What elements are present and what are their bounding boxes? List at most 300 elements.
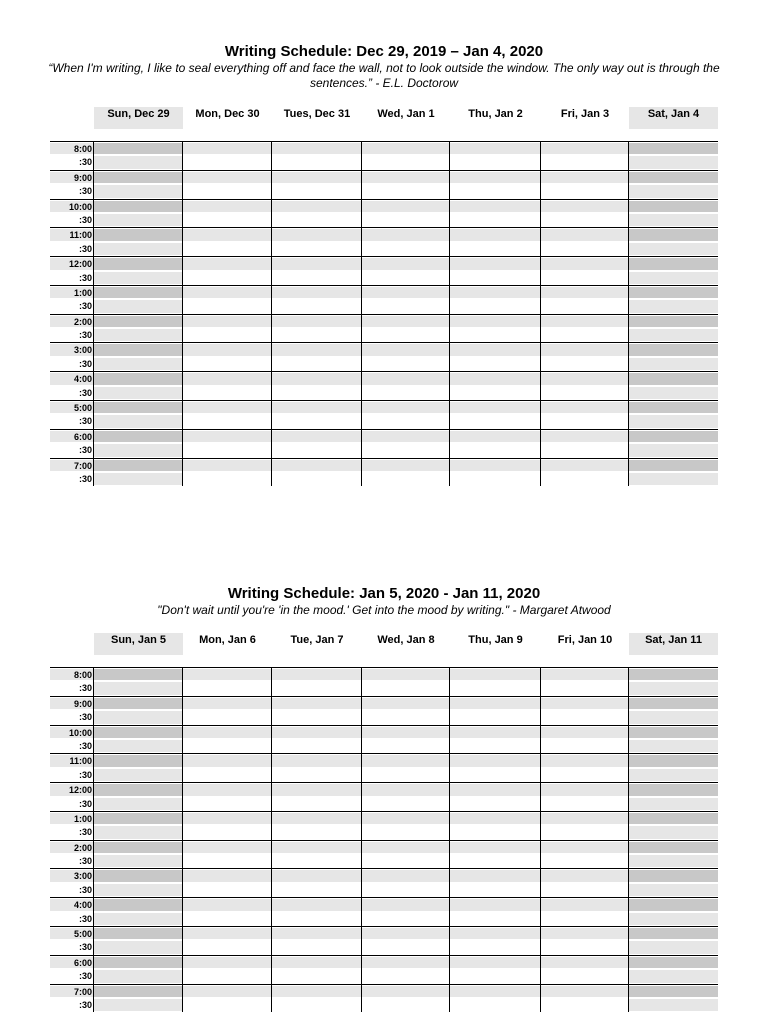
schedule-cell[interactable] <box>362 826 450 838</box>
schedule-cell[interactable] <box>450 798 541 810</box>
schedule-cell[interactable] <box>362 740 450 752</box>
schedule-cell[interactable] <box>450 698 541 709</box>
schedule-cell[interactable] <box>272 243 362 255</box>
schedule-cell[interactable] <box>450 784 541 795</box>
schedule-cell[interactable] <box>541 373 629 384</box>
schedule-cell[interactable] <box>183 300 272 312</box>
schedule-cell[interactable] <box>450 344 541 355</box>
schedule-cell[interactable] <box>272 214 362 226</box>
schedule-cell[interactable] <box>183 711 272 723</box>
schedule-cell[interactable] <box>272 899 362 910</box>
schedule-cell[interactable] <box>362 329 450 341</box>
schedule-cell[interactable] <box>629 970 718 982</box>
schedule-cell[interactable] <box>541 740 629 752</box>
schedule-cell[interactable] <box>183 201 272 212</box>
schedule-cell[interactable] <box>450 358 541 370</box>
schedule-cell[interactable] <box>450 229 541 240</box>
schedule-cell[interactable] <box>272 813 362 824</box>
schedule-cell[interactable] <box>541 669 629 680</box>
schedule-cell[interactable] <box>541 986 629 997</box>
schedule-cell[interactable] <box>362 784 450 795</box>
schedule-cell[interactable] <box>272 344 362 355</box>
schedule-cell[interactable] <box>272 999 362 1011</box>
schedule-cell[interactable] <box>450 387 541 399</box>
schedule-cell[interactable] <box>272 444 362 456</box>
schedule-cell[interactable] <box>272 172 362 183</box>
schedule-cell[interactable] <box>183 682 272 694</box>
schedule-cell[interactable] <box>541 842 629 853</box>
schedule-cell[interactable] <box>450 669 541 680</box>
schedule-cell[interactable] <box>450 884 541 896</box>
schedule-cell[interactable] <box>629 172 718 183</box>
schedule-cell[interactable] <box>541 344 629 355</box>
schedule-cell[interactable] <box>272 329 362 341</box>
schedule-cell[interactable] <box>272 855 362 867</box>
schedule-cell[interactable] <box>183 156 272 168</box>
schedule-cell[interactable] <box>362 698 450 709</box>
schedule-cell[interactable] <box>362 957 450 968</box>
schedule-cell[interactable] <box>94 711 183 723</box>
schedule-cell[interactable] <box>362 727 450 738</box>
schedule-cell[interactable] <box>629 682 718 694</box>
schedule-cell[interactable] <box>450 156 541 168</box>
schedule-cell[interactable] <box>94 826 183 838</box>
schedule-cell[interactable] <box>183 358 272 370</box>
schedule-cell[interactable] <box>272 387 362 399</box>
schedule-cell[interactable] <box>362 201 450 212</box>
schedule-cell[interactable] <box>450 272 541 284</box>
schedule-cell[interactable] <box>362 899 450 910</box>
schedule-cell[interactable] <box>629 740 718 752</box>
schedule-cell[interactable] <box>629 784 718 795</box>
schedule-cell[interactable] <box>541 172 629 183</box>
schedule-cell[interactable] <box>272 156 362 168</box>
schedule-cell[interactable] <box>183 798 272 810</box>
schedule-cell[interactable] <box>94 727 183 738</box>
schedule-cell[interactable] <box>94 813 183 824</box>
schedule-cell[interactable] <box>541 329 629 341</box>
schedule-cell[interactable] <box>450 258 541 269</box>
schedule-cell[interactable] <box>629 884 718 896</box>
schedule-cell[interactable] <box>450 373 541 384</box>
schedule-cell[interactable] <box>629 957 718 968</box>
schedule-cell[interactable] <box>541 143 629 154</box>
schedule-cell[interactable] <box>450 682 541 694</box>
schedule-cell[interactable] <box>94 185 183 197</box>
schedule-cell[interactable] <box>183 999 272 1011</box>
schedule-cell[interactable] <box>541 970 629 982</box>
schedule-cell[interactable] <box>183 970 272 982</box>
schedule-cell[interactable] <box>629 201 718 212</box>
schedule-cell[interactable] <box>450 913 541 925</box>
schedule-cell[interactable] <box>272 784 362 795</box>
schedule-cell[interactable] <box>629 999 718 1011</box>
schedule-cell[interactable] <box>450 329 541 341</box>
schedule-cell[interactable] <box>450 899 541 910</box>
schedule-cell[interactable] <box>94 300 183 312</box>
schedule-cell[interactable] <box>629 928 718 939</box>
schedule-cell[interactable] <box>183 727 272 738</box>
schedule-cell[interactable] <box>450 842 541 853</box>
schedule-cell[interactable] <box>629 711 718 723</box>
schedule-cell[interactable] <box>183 740 272 752</box>
schedule-cell[interactable] <box>272 669 362 680</box>
schedule-cell[interactable] <box>183 669 272 680</box>
schedule-cell[interactable] <box>450 460 541 471</box>
schedule-cell[interactable] <box>94 913 183 925</box>
schedule-cell[interactable] <box>183 229 272 240</box>
schedule-cell[interactable] <box>272 272 362 284</box>
schedule-cell[interactable] <box>183 329 272 341</box>
schedule-cell[interactable] <box>362 999 450 1011</box>
schedule-cell[interactable] <box>629 156 718 168</box>
schedule-cell[interactable] <box>450 755 541 766</box>
schedule-cell[interactable] <box>94 928 183 939</box>
schedule-cell[interactable] <box>183 172 272 183</box>
schedule-cell[interactable] <box>94 243 183 255</box>
schedule-cell[interactable] <box>629 698 718 709</box>
schedule-cell[interactable] <box>183 842 272 853</box>
schedule-cell[interactable] <box>94 201 183 212</box>
schedule-cell[interactable] <box>450 855 541 867</box>
schedule-cell[interactable] <box>183 769 272 781</box>
schedule-cell[interactable] <box>183 870 272 881</box>
schedule-cell[interactable] <box>272 928 362 939</box>
schedule-cell[interactable] <box>94 431 183 442</box>
schedule-cell[interactable] <box>94 373 183 384</box>
schedule-cell[interactable] <box>272 884 362 896</box>
schedule-cell[interactable] <box>541 755 629 766</box>
schedule-cell[interactable] <box>272 229 362 240</box>
schedule-cell[interactable] <box>541 727 629 738</box>
schedule-cell[interactable] <box>450 243 541 255</box>
schedule-cell[interactable] <box>272 316 362 327</box>
schedule-cell[interactable] <box>362 711 450 723</box>
schedule-cell[interactable] <box>272 431 362 442</box>
schedule-cell[interactable] <box>272 473 362 485</box>
schedule-cell[interactable] <box>183 473 272 485</box>
schedule-cell[interactable] <box>183 431 272 442</box>
schedule-cell[interactable] <box>362 928 450 939</box>
schedule-cell[interactable] <box>94 272 183 284</box>
schedule-cell[interactable] <box>272 358 362 370</box>
schedule-cell[interactable] <box>94 156 183 168</box>
schedule-cell[interactable] <box>541 415 629 427</box>
schedule-cell[interactable] <box>629 358 718 370</box>
schedule-cell[interactable] <box>629 460 718 471</box>
schedule-cell[interactable] <box>629 272 718 284</box>
schedule-cell[interactable] <box>94 899 183 910</box>
schedule-cell[interactable] <box>94 842 183 853</box>
schedule-cell[interactable] <box>362 172 450 183</box>
schedule-cell[interactable] <box>272 258 362 269</box>
schedule-cell[interactable] <box>541 258 629 269</box>
schedule-cell[interactable] <box>541 784 629 795</box>
schedule-cell[interactable] <box>272 826 362 838</box>
schedule-cell[interactable] <box>541 870 629 881</box>
schedule-cell[interactable] <box>629 941 718 953</box>
schedule-cell[interactable] <box>541 156 629 168</box>
schedule-cell[interactable] <box>183 986 272 997</box>
schedule-cell[interactable] <box>629 300 718 312</box>
schedule-cell[interactable] <box>362 431 450 442</box>
schedule-cell[interactable] <box>450 941 541 953</box>
schedule-cell[interactable] <box>629 769 718 781</box>
schedule-cell[interactable] <box>362 986 450 997</box>
schedule-cell[interactable] <box>362 373 450 384</box>
schedule-cell[interactable] <box>541 402 629 413</box>
schedule-cell[interactable] <box>362 769 450 781</box>
schedule-cell[interactable] <box>183 444 272 456</box>
schedule-cell[interactable] <box>362 460 450 471</box>
schedule-cell[interactable] <box>450 740 541 752</box>
schedule-cell[interactable] <box>629 855 718 867</box>
schedule-cell[interactable] <box>362 185 450 197</box>
schedule-cell[interactable] <box>183 899 272 910</box>
schedule-cell[interactable] <box>362 913 450 925</box>
schedule-cell[interactable] <box>629 798 718 810</box>
schedule-cell[interactable] <box>183 698 272 709</box>
schedule-cell[interactable] <box>183 826 272 838</box>
schedule-cell[interactable] <box>629 669 718 680</box>
schedule-cell[interactable] <box>362 755 450 766</box>
schedule-cell[interactable] <box>629 813 718 824</box>
schedule-cell[interactable] <box>541 941 629 953</box>
schedule-cell[interactable] <box>450 473 541 485</box>
schedule-cell[interactable] <box>94 999 183 1011</box>
schedule-cell[interactable] <box>94 682 183 694</box>
schedule-cell[interactable] <box>362 258 450 269</box>
schedule-cell[interactable] <box>541 214 629 226</box>
schedule-cell[interactable] <box>272 970 362 982</box>
schedule-cell[interactable] <box>541 444 629 456</box>
schedule-cell[interactable] <box>94 957 183 968</box>
schedule-cell[interactable] <box>450 870 541 881</box>
schedule-cell[interactable] <box>541 243 629 255</box>
schedule-cell[interactable] <box>629 899 718 910</box>
schedule-cell[interactable] <box>183 243 272 255</box>
schedule-cell[interactable] <box>541 957 629 968</box>
schedule-cell[interactable] <box>183 272 272 284</box>
schedule-cell[interactable] <box>94 473 183 485</box>
schedule-cell[interactable] <box>183 143 272 154</box>
schedule-cell[interactable] <box>94 986 183 997</box>
schedule-cell[interactable] <box>362 243 450 255</box>
schedule-cell[interactable] <box>362 842 450 853</box>
schedule-cell[interactable] <box>629 373 718 384</box>
schedule-cell[interactable] <box>450 928 541 939</box>
schedule-cell[interactable] <box>183 913 272 925</box>
schedule-cell[interactable] <box>541 473 629 485</box>
schedule-cell[interactable] <box>272 711 362 723</box>
schedule-cell[interactable] <box>272 798 362 810</box>
schedule-cell[interactable] <box>94 329 183 341</box>
schedule-cell[interactable] <box>94 755 183 766</box>
schedule-cell[interactable] <box>629 870 718 881</box>
schedule-cell[interactable] <box>362 316 450 327</box>
schedule-cell[interactable] <box>450 415 541 427</box>
schedule-cell[interactable] <box>450 431 541 442</box>
schedule-cell[interactable] <box>450 727 541 738</box>
schedule-cell[interactable] <box>183 402 272 413</box>
schedule-cell[interactable] <box>183 813 272 824</box>
schedule-cell[interactable] <box>629 316 718 327</box>
schedule-cell[interactable] <box>183 258 272 269</box>
schedule-cell[interactable] <box>629 329 718 341</box>
schedule-cell[interactable] <box>629 727 718 738</box>
schedule-cell[interactable] <box>629 258 718 269</box>
schedule-cell[interactable] <box>450 172 541 183</box>
schedule-cell[interactable] <box>362 682 450 694</box>
schedule-cell[interactable] <box>272 287 362 298</box>
schedule-cell[interactable] <box>450 970 541 982</box>
schedule-cell[interactable] <box>541 855 629 867</box>
schedule-cell[interactable] <box>272 913 362 925</box>
schedule-cell[interactable] <box>629 214 718 226</box>
schedule-cell[interactable] <box>541 826 629 838</box>
schedule-cell[interactable] <box>94 229 183 240</box>
schedule-cell[interactable] <box>94 214 183 226</box>
schedule-cell[interactable] <box>541 316 629 327</box>
schedule-cell[interactable] <box>362 870 450 881</box>
schedule-cell[interactable] <box>629 473 718 485</box>
schedule-cell[interactable] <box>541 769 629 781</box>
schedule-cell[interactable] <box>362 669 450 680</box>
schedule-cell[interactable] <box>94 669 183 680</box>
schedule-cell[interactable] <box>272 415 362 427</box>
schedule-cell[interactable] <box>450 957 541 968</box>
schedule-cell[interactable] <box>362 855 450 867</box>
schedule-cell[interactable] <box>183 957 272 968</box>
schedule-cell[interactable] <box>629 229 718 240</box>
schedule-cell[interactable] <box>629 344 718 355</box>
schedule-cell[interactable] <box>450 287 541 298</box>
schedule-cell[interactable] <box>362 813 450 824</box>
schedule-cell[interactable] <box>183 884 272 896</box>
schedule-cell[interactable] <box>272 941 362 953</box>
schedule-cell[interactable] <box>450 769 541 781</box>
schedule-cell[interactable] <box>272 755 362 766</box>
schedule-cell[interactable] <box>362 272 450 284</box>
schedule-cell[interactable] <box>541 185 629 197</box>
schedule-cell[interactable] <box>94 258 183 269</box>
schedule-cell[interactable] <box>272 185 362 197</box>
schedule-cell[interactable] <box>362 229 450 240</box>
schedule-cell[interactable] <box>272 682 362 694</box>
schedule-cell[interactable] <box>183 941 272 953</box>
schedule-cell[interactable] <box>94 172 183 183</box>
schedule-cell[interactable] <box>183 214 272 226</box>
schedule-cell[interactable] <box>362 415 450 427</box>
schedule-cell[interactable] <box>541 813 629 824</box>
schedule-cell[interactable] <box>183 287 272 298</box>
schedule-cell[interactable] <box>362 344 450 355</box>
schedule-cell[interactable] <box>183 344 272 355</box>
schedule-cell[interactable] <box>94 798 183 810</box>
schedule-cell[interactable] <box>94 769 183 781</box>
schedule-cell[interactable] <box>94 740 183 752</box>
schedule-cell[interactable] <box>629 243 718 255</box>
schedule-cell[interactable] <box>541 913 629 925</box>
schedule-cell[interactable] <box>94 415 183 427</box>
schedule-cell[interactable] <box>450 185 541 197</box>
schedule-cell[interactable] <box>272 460 362 471</box>
schedule-cell[interactable] <box>362 387 450 399</box>
schedule-cell[interactable] <box>362 143 450 154</box>
schedule-cell[interactable] <box>450 711 541 723</box>
schedule-cell[interactable] <box>94 316 183 327</box>
schedule-cell[interactable] <box>94 402 183 413</box>
schedule-cell[interactable] <box>450 813 541 824</box>
schedule-cell[interactable] <box>541 999 629 1011</box>
schedule-cell[interactable] <box>541 460 629 471</box>
schedule-cell[interactable] <box>362 358 450 370</box>
schedule-cell[interactable] <box>183 373 272 384</box>
schedule-cell[interactable] <box>272 870 362 881</box>
schedule-cell[interactable] <box>94 358 183 370</box>
schedule-cell[interactable] <box>94 784 183 795</box>
schedule-cell[interactable] <box>541 698 629 709</box>
schedule-cell[interactable] <box>362 444 450 456</box>
schedule-cell[interactable] <box>94 941 183 953</box>
schedule-cell[interactable] <box>450 316 541 327</box>
schedule-cell[interactable] <box>450 999 541 1011</box>
schedule-cell[interactable] <box>272 300 362 312</box>
schedule-cell[interactable] <box>272 842 362 853</box>
schedule-cell[interactable] <box>450 214 541 226</box>
schedule-cell[interactable] <box>272 402 362 413</box>
schedule-cell[interactable] <box>94 344 183 355</box>
schedule-cell[interactable] <box>362 884 450 896</box>
schedule-cell[interactable] <box>94 444 183 456</box>
schedule-cell[interactable] <box>362 473 450 485</box>
schedule-cell[interactable] <box>450 986 541 997</box>
schedule-cell[interactable] <box>541 798 629 810</box>
schedule-cell[interactable] <box>629 444 718 456</box>
schedule-cell[interactable] <box>362 798 450 810</box>
schedule-cell[interactable] <box>362 402 450 413</box>
schedule-cell[interactable] <box>362 970 450 982</box>
schedule-cell[interactable] <box>94 387 183 399</box>
schedule-cell[interactable] <box>541 201 629 212</box>
schedule-cell[interactable] <box>272 957 362 968</box>
schedule-cell[interactable] <box>272 698 362 709</box>
schedule-cell[interactable] <box>450 444 541 456</box>
schedule-cell[interactable] <box>94 855 183 867</box>
schedule-cell[interactable] <box>629 287 718 298</box>
schedule-cell[interactable] <box>94 287 183 298</box>
schedule-cell[interactable] <box>629 415 718 427</box>
schedule-cell[interactable] <box>94 460 183 471</box>
schedule-cell[interactable] <box>541 431 629 442</box>
schedule-cell[interactable] <box>541 899 629 910</box>
schedule-cell[interactable] <box>272 143 362 154</box>
schedule-cell[interactable] <box>362 287 450 298</box>
schedule-cell[interactable] <box>272 201 362 212</box>
schedule-cell[interactable] <box>94 698 183 709</box>
schedule-cell[interactable] <box>183 185 272 197</box>
schedule-cell[interactable] <box>94 143 183 154</box>
schedule-cell[interactable] <box>629 755 718 766</box>
schedule-cell[interactable] <box>541 884 629 896</box>
schedule-cell[interactable] <box>183 784 272 795</box>
schedule-cell[interactable] <box>272 986 362 997</box>
schedule-cell[interactable] <box>272 373 362 384</box>
schedule-cell[interactable] <box>272 740 362 752</box>
schedule-cell[interactable] <box>94 870 183 881</box>
schedule-cell[interactable] <box>541 928 629 939</box>
schedule-cell[interactable] <box>183 415 272 427</box>
